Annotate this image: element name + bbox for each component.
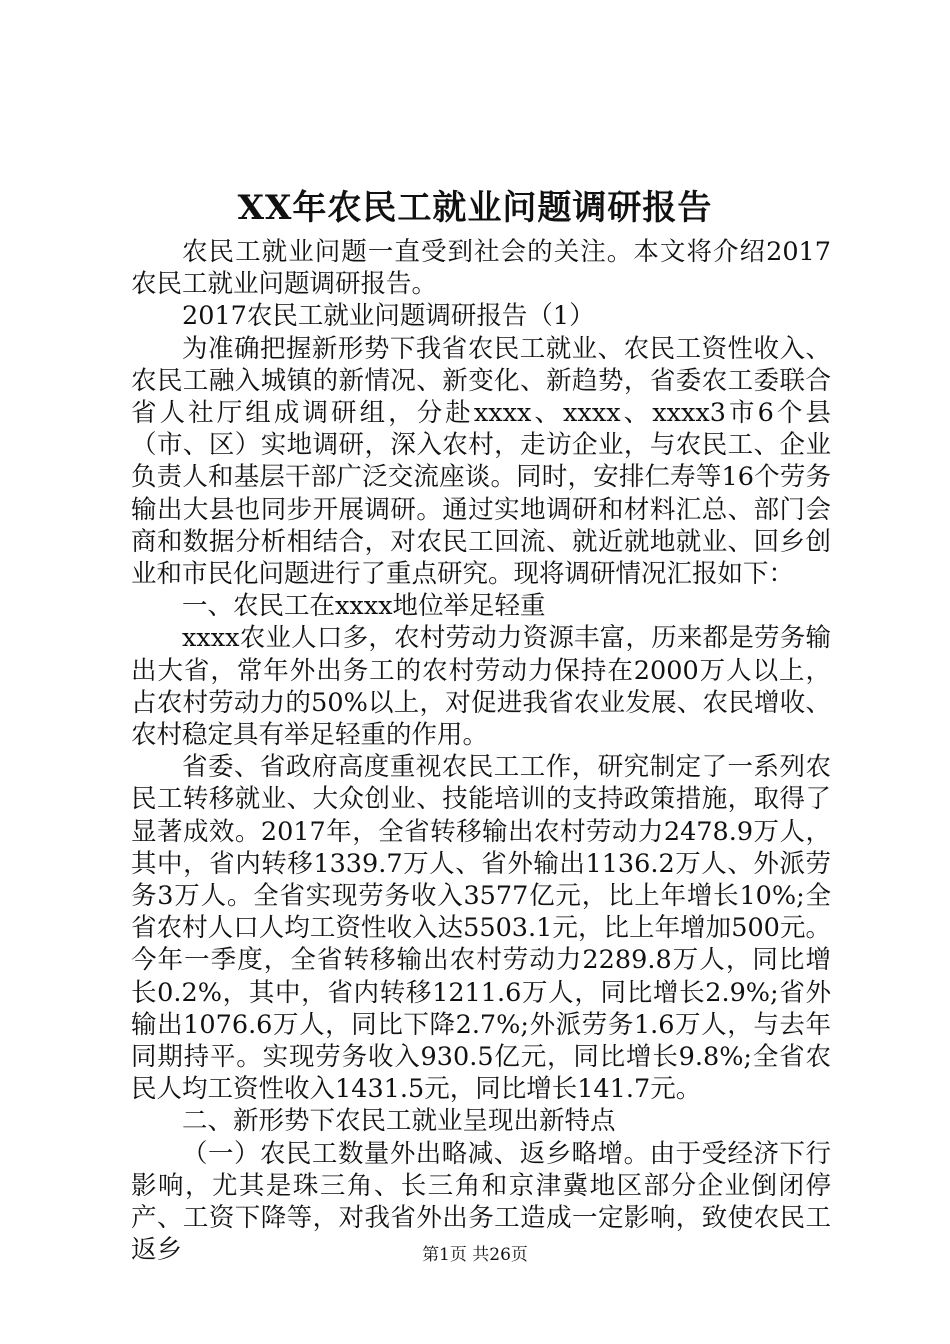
report-subtitle: 2017农民工就业问题调研报告（1） <box>182 301 595 332</box>
section-heading: 一、农民工在xxxx地位举足轻重 <box>182 591 546 622</box>
document-body <box>131 236 831 1267</box>
body-paragraph: xxxx农业人口多，农村劳动力资源丰富，历来都是劳务输出大省，常年外出务工的农村劳动力保持在2000万人以上，占农村劳动力的50%以上，对促进我省农业发展、农民增收、农村稳定具有举足轻重的作用。 <box>131 623 831 751</box>
page-number-footer: 第1页 共26页 <box>422 1245 528 1265</box>
section-heading: 二、新形势下农民工就业呈现出新特点 <box>182 1106 616 1137</box>
document-title: XX年农民工就业问题调研报告 <box>237 188 713 228</box>
body-paragraph: 省委、省政府高度重视农民工工作，研究制定了一系列农民工转移就业、大众创业、技能培训的支持政策措施，取得了显著成效。2017年，全省转移输出农村劳动力2478.9万人，其中，省内转移1339.7万人、省外输出1136.2万人、外派劳务3万人。全省实现劳务收入3577亿元，比上年增长10%;全省农村人口人均工资性收入达5503.1元，比上年增加500元。今年一季度，全省转移输出农村劳动力2289.8万人，同比增长0.2%，其中，省内转移1211.6万人，同比增长2.9%;省外输出1076.6万人，同比下降2.7%;外派劳务1.6万人，与去年同期持平。实现劳务收入930.5亿元，同比增长9.8%;全省农民人均工资性收入1431.5元，同比增长141.7元。 <box>131 752 831 1105</box>
body-paragraph: （一）农民工数量外出略减、返乡略增。由于受经济下行影响，尤其是珠三角、长三角和京津冀地区部分企业倒闭停产、工资下降等，对我省外出务工造成一定影响，致使农民工返乡 <box>131 1138 831 1266</box>
body-paragraph: 为准确把握新形势下我省农民工就业、农民工资性收入、农民工融入城镇的新情况、新变化、新趋势，省委农工委联合省人社厅组成调研组，分赴xxxx、xxxx、xxxx3市6个县（市、区）实地调研，深入农村，走访企业，与农民工、企业负责人和基层干部广泛交流座谈。同时，安排仁寿等16个劳务输出大县也同步开展调研。通过实地调研和材料汇总、部门会商和数据分析相结合，对农民工回流、就近就地就业、回乡创业和市民化问题进行了重点研究。现将调研情况汇报如下： <box>131 333 831 590</box>
intro-paragraph: 农民工就业问题一直受到社会的关注。本文将介绍2017农民工就业问题调研报告。 <box>131 237 831 300</box>
